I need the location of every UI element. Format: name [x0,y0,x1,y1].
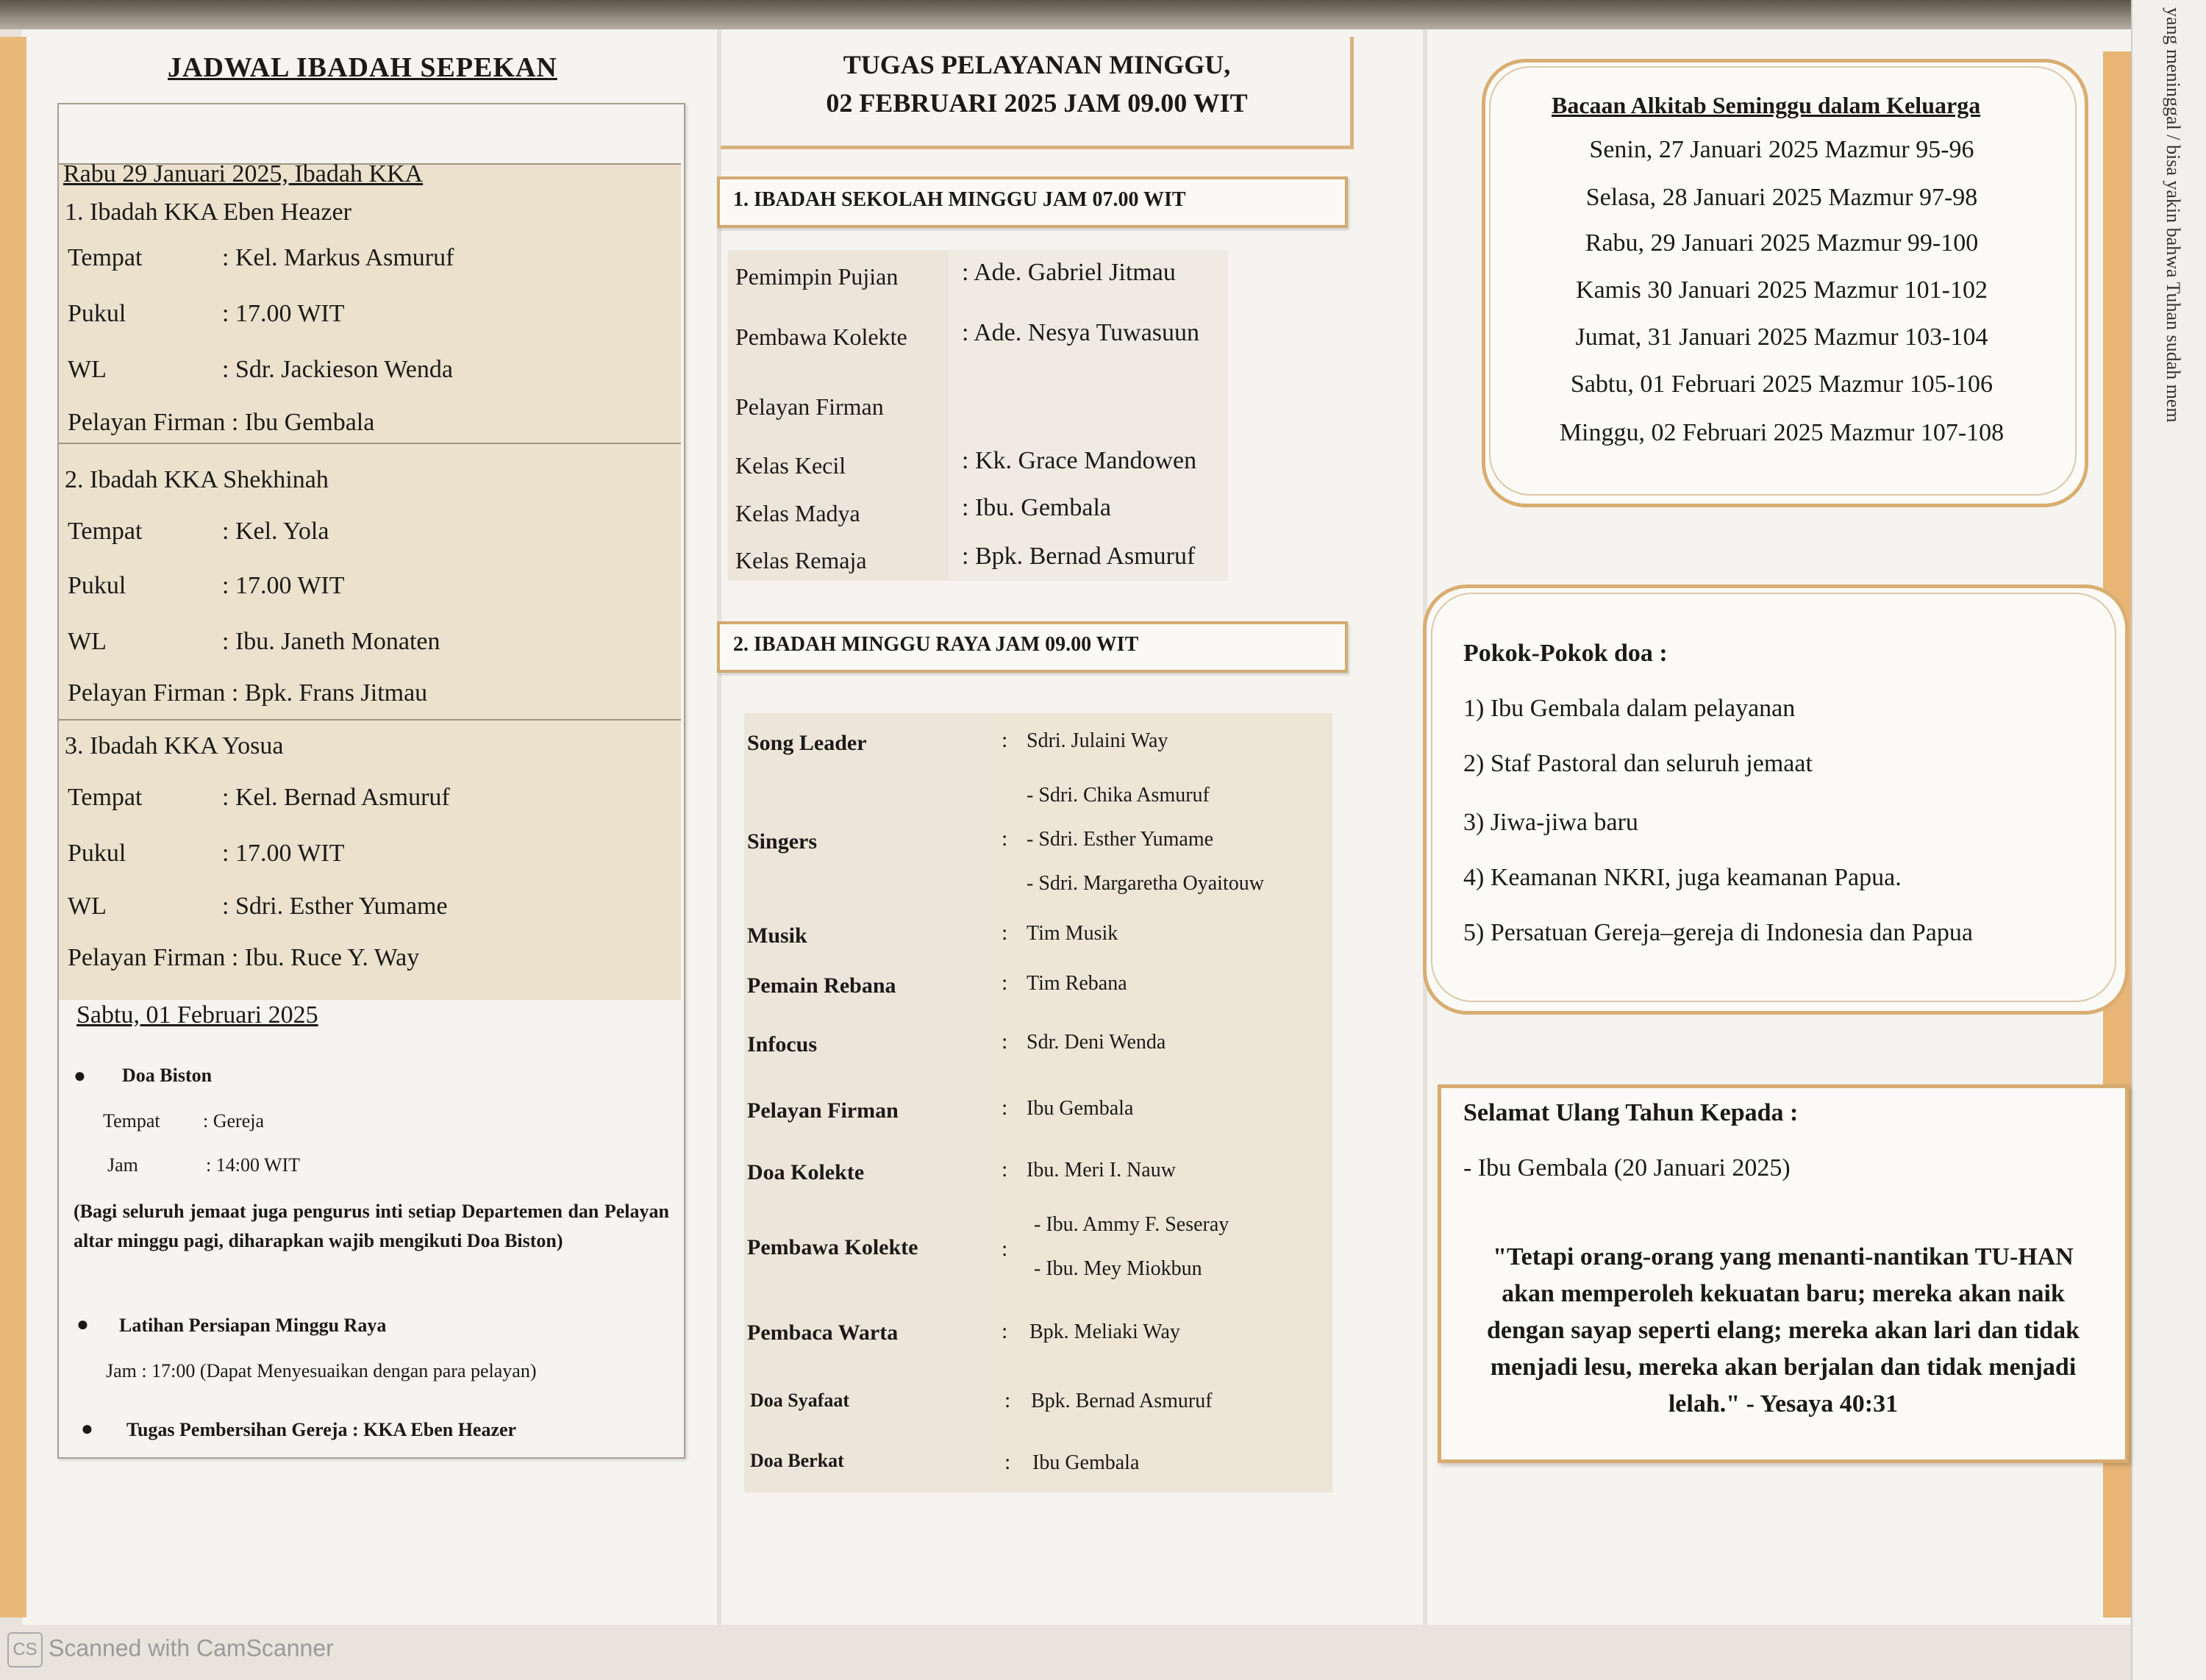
sunday-school-title: 1. IBADAH SEKOLAH MINGGU JAM 07.00 WIT [733,188,1186,211]
time-value: : 17.00 WIT [222,300,345,327]
place-value: : Kel. Yola [222,518,329,545]
scan-top-shadow [0,0,2132,29]
prayer-item: 4) Keamanan NKRI, juga keamanan Papua. [1463,864,1902,891]
time-label: Pukul [68,840,126,867]
service-person: - Ibu. Ammy F. Seseray [1034,1213,1229,1236]
colon: : [1002,1237,1008,1261]
service-title-line-2: 02 FEBRUARI 2025 JAM 09.00 WIT [826,88,1248,118]
prayer-item: 5) Persatuan Gereja–gereja di Indonesia dan Papua [1463,919,1973,946]
place-label: Tempat [68,244,143,271]
time-value: : 17.00 WIT [222,572,345,599]
colon: : [1004,1388,1011,1412]
preacher-row: Pelayan Firman : Ibu. Ruce Y. Way [68,944,420,971]
service-role: Song Leader [747,731,867,755]
doa-biston-place-label: Tempat [103,1110,160,1132]
group-time-row [68,572,671,600]
main-service-header [717,621,1348,673]
ss-role: Kelas Madya [735,500,860,526]
service-person: Sdr. Deni Wenda [1027,1031,1166,1054]
service-person: Tim Musik [1027,922,1118,945]
group-place-row [68,784,671,812]
doa-biston-time-label: Jam [107,1154,138,1176]
service-role: Musik [747,923,807,948]
group-place-row [68,518,671,546]
service-role: Pemain Rebana [747,973,896,998]
ss-person: : Ibu. Gembala [962,494,1111,521]
service-title [735,46,1338,122]
group-wl-row [68,628,671,656]
place-label: Tempat [68,784,143,811]
place-value: : Kel. Bernad Asmuruf [222,784,450,811]
bullet-icon: ● [81,1418,93,1440]
reading-item: Sabtu, 01 Februari 2025 Mazmur 105-106 [1570,371,1993,398]
group-title: 3. Ibadah KKA Yosua [65,732,284,759]
bible-verse-quote: "Tetapi orang-orang yang menanti-nantikan TU-HAN akan memperoleh kekuatan baru; mereka akan naik dengan sayap seperti elang; mereka akan lari dan tidak menjadi lesu, mereka akan berjalan dan tidak menjadi lelah." - Yesaya 40:31 [1486,1243,2080,1418]
birthday-person: - Ibu Gembala (20 Januari 2025) [1463,1154,1791,1182]
service-title-line-1: TUGAS PELAYANAN MINGGU, [843,50,1231,79]
colon: : [1002,728,1008,752]
wl-value: : Sdri. Esther Yumame [222,893,448,920]
group-wl-row [68,356,671,384]
scanner-watermark-text: Scanned with CamScanner [49,1634,334,1662]
prayer-item: 1) Ibu Gembala dalam pelayanan [1463,695,1796,722]
ss-role: Pembawa Kolekte [735,324,907,350]
service-role: Singers [747,829,818,854]
service-person: Bpk. Meliaki Way [1029,1320,1180,1343]
saturday-date: Sabtu, 01 Februari 2025 [76,1001,318,1029]
service-person: Ibu. Meri I. Nauw [1027,1159,1176,1182]
service-role: Doa Kolekte [747,1160,865,1184]
ss-role: Kelas Remaja [735,547,867,573]
doa-biston-heading: Doa Biston [122,1065,213,1086]
rehearsal-time: Jam : 17:00 (Dapat Menyesuaikan dengan para pelayan) [106,1360,537,1381]
service-person: - Sdri. Chika Asmuruf [1027,784,1210,807]
service-person: Ibu Gembala [1032,1451,1140,1474]
wl-label: WL [68,356,107,383]
ss-person: : Kk. Grace Mandowen [962,447,1197,474]
service-role: Pembaca Warta [747,1320,899,1345]
ss-role: Kelas Kecil [735,452,846,479]
wl-value: : Ibu. Janeth Monaten [222,628,440,655]
service-role: Pembawa Kolekte [747,1235,918,1259]
reading-item: Jumat, 31 Januari 2025 Mazmur 103-104 [1575,324,1988,351]
birthday-title: Selamat Ulang Tahun Kepada : [1463,1099,1799,1126]
colon: : [1004,1450,1011,1474]
fold-line-1 [717,29,721,1625]
ss-person: : Ade. Gabriel Jitmau [962,259,1176,286]
colon: : [1002,1319,1008,1343]
schedule-title: JADWAL IBADAH SEPEKAN [168,52,557,83]
service-person: Tim Rebana [1027,972,1127,995]
group-time-row [68,840,671,868]
ss-person: : Ade. Nesya Tuwasuun [962,319,1200,346]
wl-label: WL [68,628,107,655]
wl-label: WL [68,893,107,920]
ss-person: : Bpk. Bernad Asmuruf [962,543,1196,570]
cleaning-duty: Tugas Pembersihan Gereja : KKA Eben Heazer [126,1419,517,1440]
reading-item: Senin, 27 Januari 2025 Mazmur 95-96 [1589,136,1974,163]
sunday-school-value-band [949,250,1228,581]
preacher-row: Pelayan Firman : Bpk. Frans Jitmau [68,679,428,707]
service-person: Ibu Gembala [1027,1097,1134,1120]
reading-item: Minggu, 02 Februari 2025 Mazmur 107-108 [1559,419,2005,446]
colon: : [1002,1157,1008,1182]
main-service-title: 2. IBADAH MINGGU RAYA JAM 09.00 WIT [733,633,1139,656]
colon: : [1002,826,1008,851]
reading-item: Selasa, 28 Januari 2025 Mazmur 97-98 [1585,184,1978,211]
service-person: - Ibu. Mey Miokbun [1034,1257,1202,1280]
camscanner-logo-icon: CS [7,1632,43,1668]
bible-reading-title: Bacaan Alkitab Seminggu dalam Keluarga [1552,92,1981,118]
group-title: 2. Ibadah KKA Shekhinah [65,466,329,493]
service-role: Pelayan Firman [747,1098,899,1123]
colon: : [1002,971,1008,995]
colon: : [1002,921,1008,945]
prayer-item: 2) Staf Pastoral dan seluruh jemaat [1463,750,1813,777]
place-value: : Kel. Markus Asmuruf [222,244,454,271]
group-title: 1. Ibadah KKA Eben Heazer [65,199,351,226]
wednesday-date: Rabu 29 Januari 2025, Ibadah KKA [63,160,424,187]
service-role: Doa Syafaat [750,1390,850,1411]
time-label: Pukul [68,300,126,327]
preacher-row: Pelayan Firman : Ibu Gembala [68,409,375,436]
time-value: : 17.00 WIT [222,840,345,867]
bullet-icon: ● [76,1313,89,1336]
prayer-item: 3) Jiwa-jiwa baru [1463,809,1638,836]
group-wl-row [68,893,671,921]
colon: : [1002,1095,1008,1120]
left-page-edge [0,37,26,1618]
sunday-school-header [717,176,1348,228]
scanner-watermark [7,1632,334,1668]
group-time-row [68,300,671,328]
prayer-title: Pokok-Pokok doa : [1463,640,1668,667]
group-place-row [68,244,671,272]
doa-biston-place-value: : Gereja [203,1110,265,1132]
service-person: - Sdri. Margaretha Oyaitouw [1027,872,1264,895]
colon: : [1002,1029,1008,1054]
service-role: Infocus [747,1032,818,1057]
reading-item: Kamis 30 Januari 2025 Mazmur 101-102 [1576,276,1988,304]
time-label: Pukul [68,572,126,599]
place-label: Tempat [68,518,143,545]
doa-biston-time-value: : 14:00 WIT [206,1154,301,1176]
service-person: Bpk. Bernad Asmuruf [1031,1390,1213,1412]
service-role: Doa Berkat [750,1450,844,1471]
ss-role: Pemimpin Pujian [735,263,899,290]
rehearsal-heading: Latihan Persiapan Minggu Raya [119,1315,387,1336]
service-person: Sdri. Julaini Way [1027,729,1168,752]
service-person: - Sdri. Esther Yumame [1027,828,1214,851]
ss-role: Pelayan Firman [735,393,884,420]
adjacent-page-text: yang meninggal / bisa yakin bahwa Tuhan sudah mem [2163,7,2184,423]
wl-value: : Sdr. Jackieson Wenda [222,356,453,383]
bullet-icon: ● [74,1065,86,1087]
reading-item: Rabu, 29 Januari 2025 Mazmur 99-100 [1585,229,1979,257]
doa-biston-note: (Bagi seluruh jemaat juga pengurus inti setiap Departemen dan Pelayan altar minggu pagi, diharapkan wajib mengikuti Doa Biston) [74,1201,669,1251]
